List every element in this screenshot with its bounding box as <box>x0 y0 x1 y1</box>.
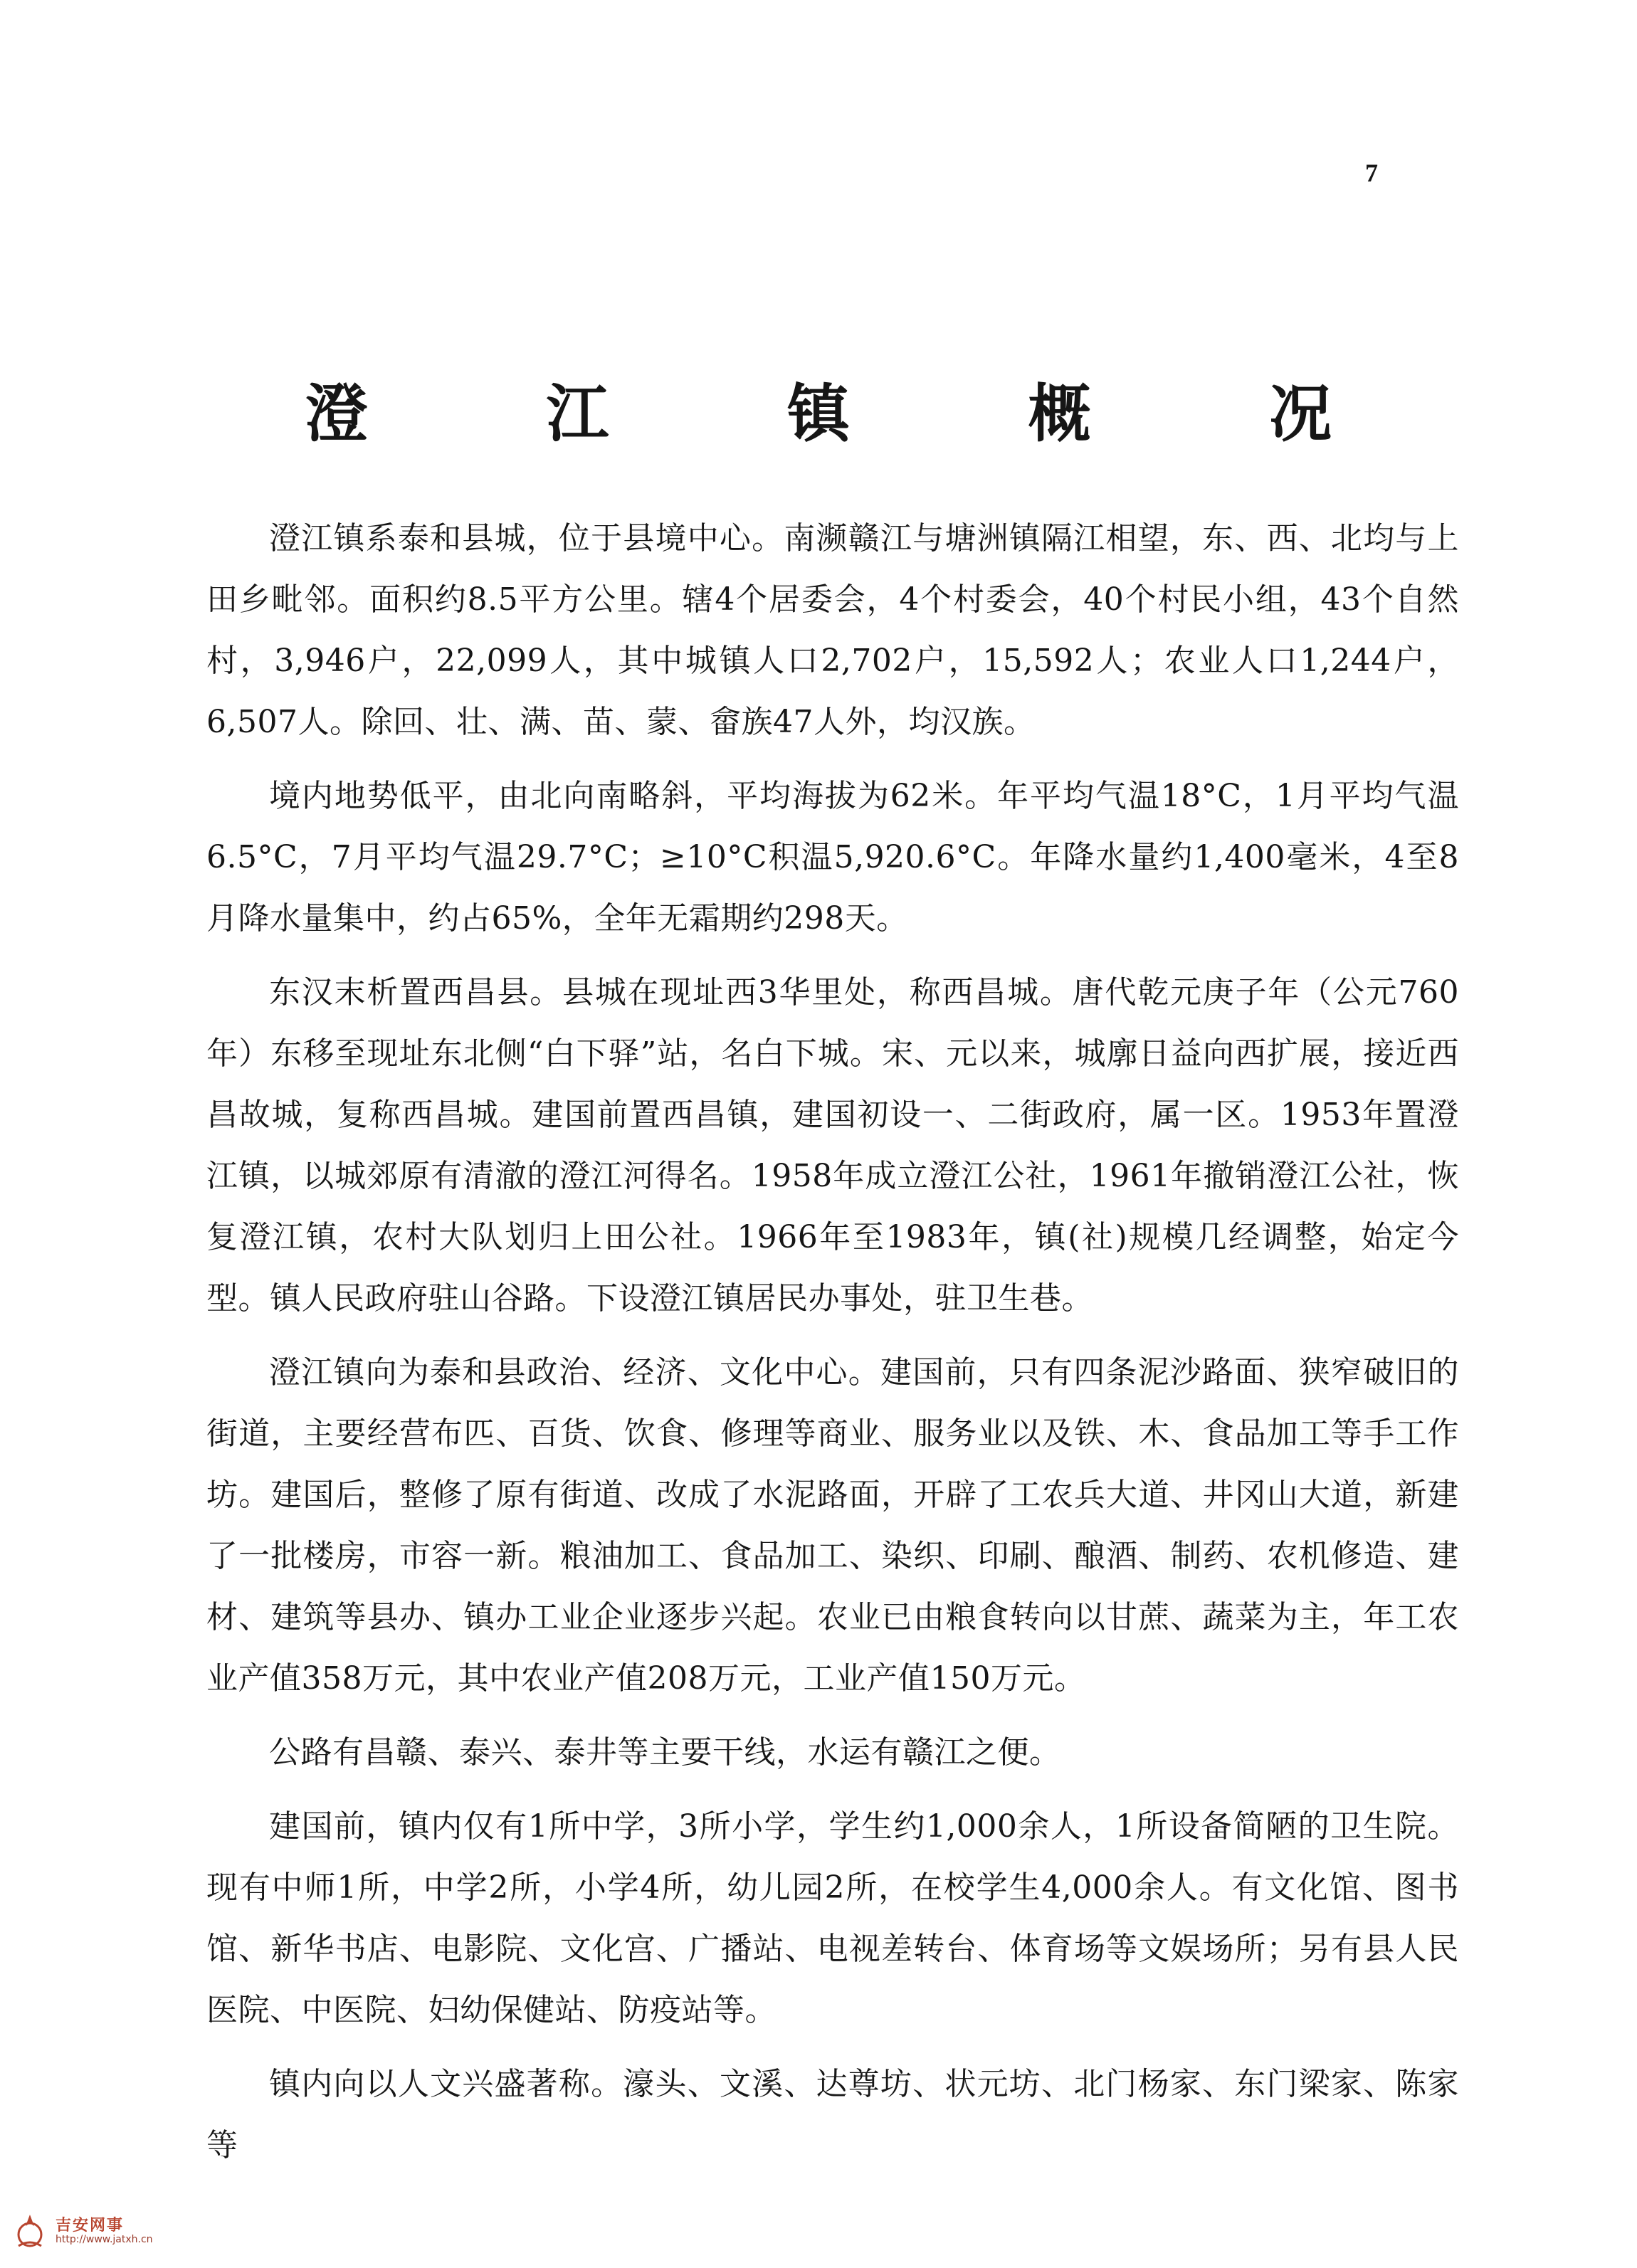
page-title: 澄 江 镇 概 况 <box>305 376 1411 450</box>
page-number: 7 <box>1365 159 1378 187</box>
site-watermark <box>9 2210 153 2253</box>
paragraph-education: 建国前，镇内仅有1所中学，3所小学，学生约1,000余人，1所设备简陋的卫生院。现有中师1所，中学2所，小学4所，幼儿园2所，在校学生4,000余人。有文化馆、图书馆、新华书店、电影院、文化宫、广播站、电视差转台、体育场等文娱场所；另有县人民医院、中医院、妇幼保健站、防疫站等。 <box>206 1808 1459 2028</box>
paragraph-transport: 公路有昌赣、泰兴、泰井等主要干线，水运有赣江之便。 <box>269 1734 1061 1771</box>
watermark-logo-icon <box>9 2210 51 2253</box>
paragraph-history: 东汉末析置西昌县。县城在现址西3华里处，称西昌城。唐代乾元庚子年（公元760年）东移至现址东北侧“白下驿”站，名白下城。宋、元以来，城廓日益向西扩展，接近西昌故城，复称西昌城。建国前置西昌镇，建国初设一、二街政府，属一区。1953年置澄江镇，以城郊原有清澈的澄江河得名。1958年成立澄江公社，1961年撤销澄江公社，恢复澄江镇，农村大队划归上田公社。1966年至1983年，镇(社)规模几经调整，始定今型。镇人民政府驻山谷路。下设澄江镇居民办事处，驻卫生巷。 <box>206 974 1459 1317</box>
watermark-name: 吉安网事 <box>56 2217 125 2235</box>
paragraph-overview: 澄江镇系泰和县城，位于县境中心。南濒赣江与塘洲镇隔江相望，东、西、北均与上田乡毗邻。面积约8.5平方公里。辖4个居委会，4个村委会，40个村民小组，43个自然村，3,946户，22,099人，其中城镇人口2,702户，15,592人；农业人口1,244户，6,507人。除回、壮、满、苗、蒙、畲族47人外，均汉族。 <box>206 520 1459 740</box>
paragraph-climate: 境内地势低平，由北向南略斜，平均海拔为62米。年平均气温18°C，1月平均气温6.5°C，7月平均气温29.7°C；≥10°C积温5,920.6°C。年降水量约1,400毫米，4至8月降水量集中，约占65%，全年无霜期约298天。 <box>206 778 1459 937</box>
paragraph-culture: 镇内向以人文兴盛著称。濠头、文溪、达尊坊、状元坊、北门杨家、东门梁家、陈家等 <box>206 2066 1459 2163</box>
paragraph-economy: 澄江镇向为泰和县政治、经济、文化中心。建国前，只有四条泥沙路面、狭窄破旧的街道，主要经营布匹、百货、饮食、修理等商业、服务业以及铁、木、食品加工等手工作坊。建国后，整修了原有街道、改成了水泥路面，开辟了工农兵大道、井冈山大道，新建了一批楼房，市容一新。粮油加工、食品加工、染织、印刷、酿酒、制药、农机修造、建材、建筑等县办、镇办工业企业逐步兴起。农业已由粮食转向以甘蔗、蔬菜为主，年工农业产值358万元，其中农业产值208万元，工业产值150万元。 <box>206 1354 1459 1697</box>
article-body <box>206 508 1459 2189</box>
watermark-url: http://www.jatxh.cn <box>56 2234 153 2246</box>
